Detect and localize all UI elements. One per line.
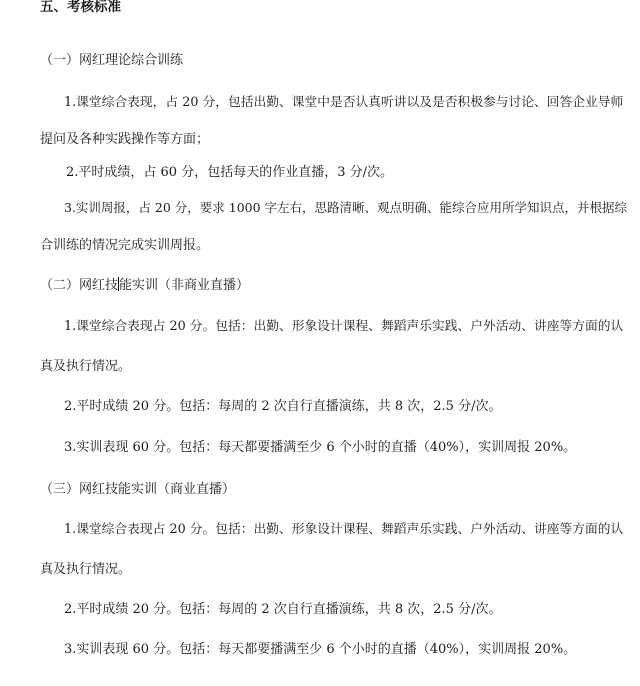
part1-item1-line1: 1.课堂综合表现，占 20 分，包括出勤、课堂中是否认真听讲以及是否积极参与讨论、回答企业导师 <box>64 95 624 110</box>
part2-item2: 2.平时成绩 20 分。包括：每周的 2 次自行直播演练，共 8 次，2.5 分/次。 <box>64 399 502 414</box>
part3-heading: （三）网红技能实训（商业直播） <box>40 482 236 497</box>
part2-item1-line2: 真及执行情况。 <box>40 359 132 374</box>
part1-item3-line1: 3.实训周报，占 20 分，要求 1000 字左右，思路清晰、观点明确、能综合应用所学知识点，并根据综 <box>64 200 628 215</box>
part2-heading-end: 能实训（非商业直播） <box>119 278 250 293</box>
part3-item2: 2.平时成绩 20 分。包括：每周的 2 次自行直播演练，共 8 次，2.5 分/次。 <box>64 602 502 617</box>
part1-item1-line2: 提问及各种实践操作等方面； <box>40 132 210 147</box>
part2-heading <box>40 277 249 295</box>
part2-heading-start: （二）网红技 <box>40 278 119 293</box>
part3-item3: 3.实训表现 60 分。包括：每天都要播满至少 6 个小时的直播（40%），实训周报 20%。 <box>64 642 577 657</box>
part1-item3-line2: 合训练的情况完成实训周报。 <box>40 238 210 253</box>
part1-item2: 2.平时成绩，占 60 分，包括每天的作业直播，3 分/次。 <box>66 165 393 180</box>
part3-item1-line2: 真及执行情况。 <box>40 562 132 577</box>
part2-item1-line1: 1.课堂综合表现占 20 分。包括：出勤、形象设计课程、舞蹈声乐实践、户外活动、讲座等方面的认 <box>64 319 624 334</box>
part3-item1-line1: 1.课堂综合表现占 20 分。包括：出勤、形象设计课程、舞蹈声乐实践、户外活动、讲座等方面的认 <box>64 522 624 537</box>
section-title: 五、考核标准 <box>40 0 121 15</box>
part1-heading: （一）网红理论综合训练 <box>40 53 184 68</box>
part2-item3: 3.实训表现 60 分。包括：每天都要播满至少 6 个小时的直播（40%），实训周报 20%。 <box>64 440 577 455</box>
